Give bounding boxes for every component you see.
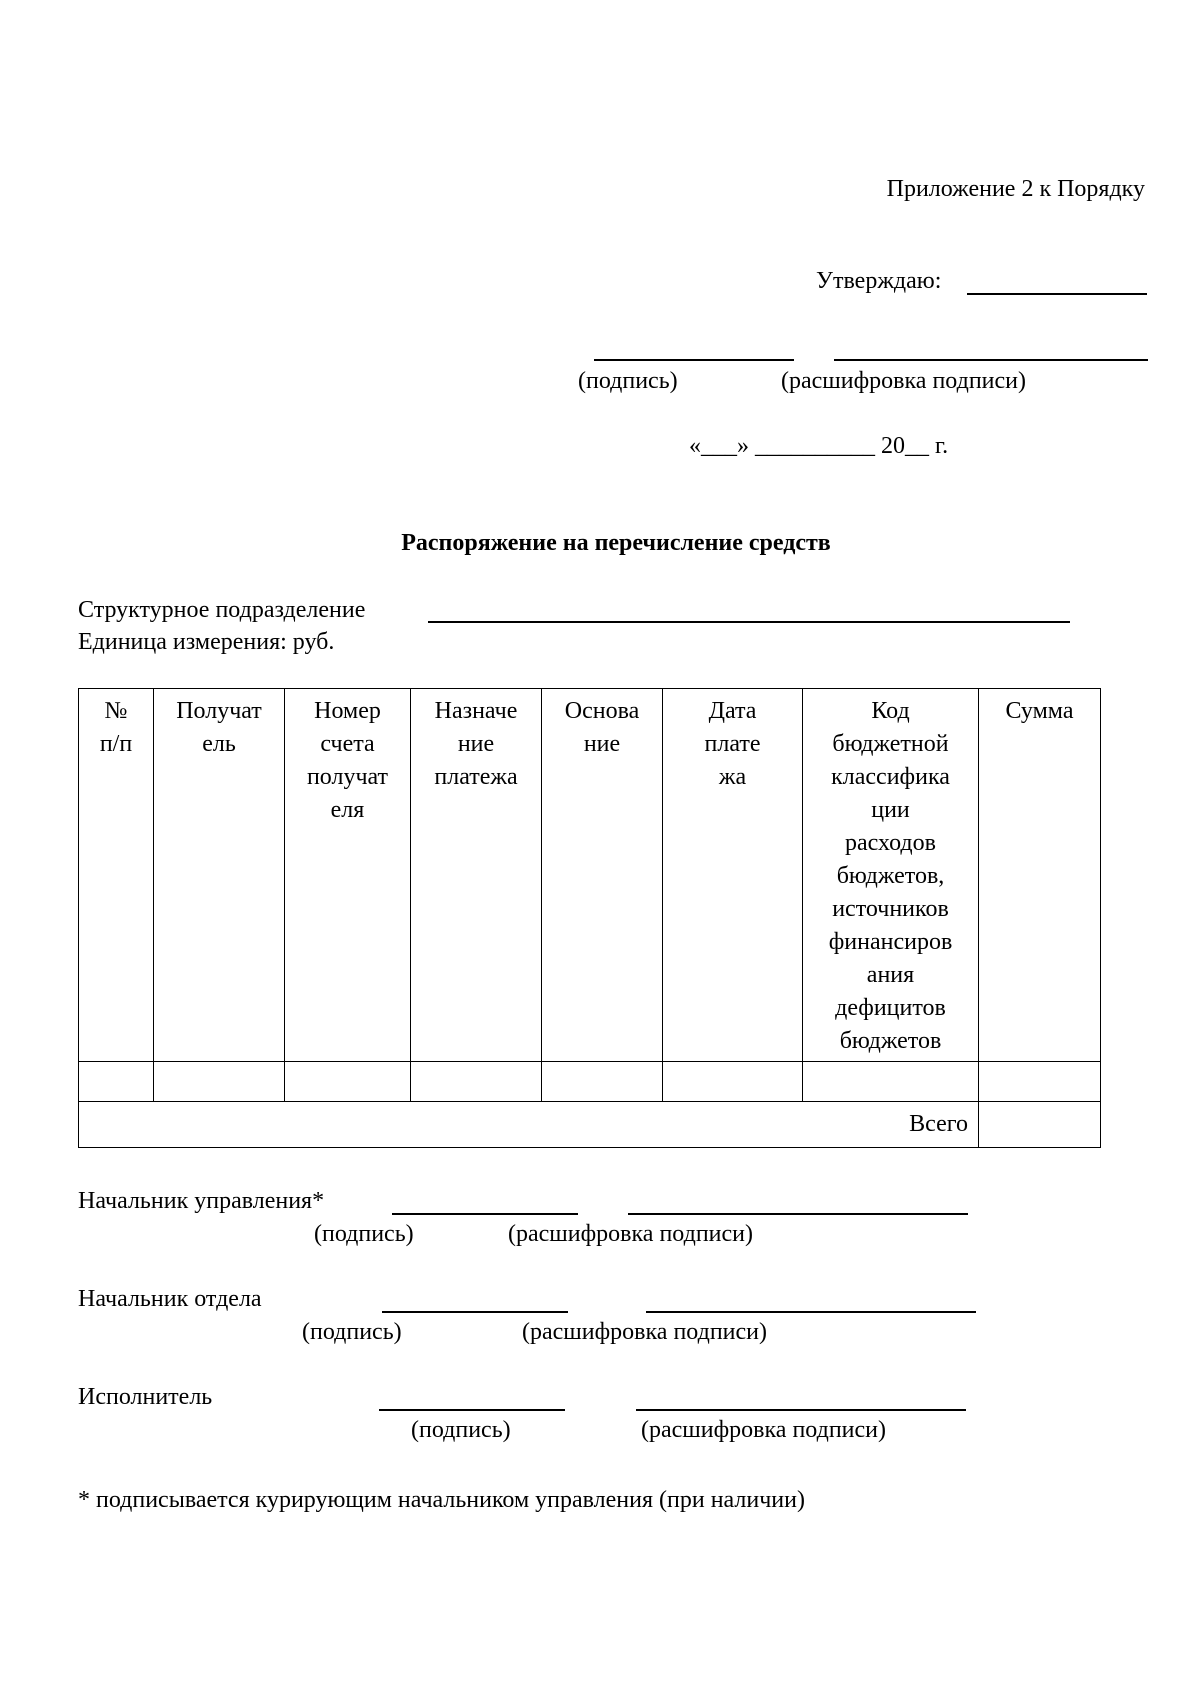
decode-caption: (расшифровка подписи) — [522, 1319, 767, 1345]
division-label: Структурное подразделение — [78, 597, 366, 623]
column-header-date: Дата плате жа — [663, 689, 803, 1062]
column-header-purpose: Назначе ние платежа — [411, 689, 542, 1062]
appendix-label: Приложение 2 к Порядку — [886, 176, 1145, 202]
signature-caption: (подпись) — [302, 1319, 402, 1345]
decode-line — [628, 1213, 968, 1215]
column-header-basis: Основа ние — [542, 689, 663, 1062]
approver-decode-caption: (расшифровка подписи) — [781, 368, 1026, 394]
approver-decode-line — [834, 359, 1148, 361]
signatory-role: Начальник управления* — [78, 1188, 325, 1214]
decode-caption: (расшифровка подписи) — [641, 1417, 886, 1443]
signature-line — [392, 1213, 578, 1215]
column-header-budget-code: Код бюджетной классифика ции расходов бюджетов, источников финансиров ания дефицитов бюджетов — [803, 689, 979, 1062]
approve-label: Утверждаю: — [816, 268, 942, 294]
decode-caption: (расшифровка подписи) — [508, 1221, 753, 1247]
signature-line — [379, 1409, 565, 1411]
approver-signature-caption: (подпись) — [578, 368, 678, 394]
approver-signature-line — [594, 359, 794, 361]
footnote: * подписывается курирующим начальником управления (при наличии) — [78, 1487, 805, 1513]
table-cell[interactable] — [803, 1062, 979, 1102]
total-label: Всего — [79, 1102, 979, 1148]
column-header-amount: Сумма — [979, 689, 1101, 1062]
signatory-role: Начальник отдела — [78, 1286, 262, 1312]
signature-caption: (подпись) — [314, 1221, 414, 1247]
table-cell[interactable] — [285, 1062, 411, 1102]
division-line — [428, 621, 1070, 623]
table-total-row — [79, 1102, 1101, 1148]
unit-label: Единица измерения: руб. — [78, 629, 335, 655]
column-header-recipient: Получат ель — [154, 689, 285, 1062]
table-header-row — [79, 689, 1101, 1062]
signature-caption: (подпись) — [411, 1417, 511, 1443]
payment-table — [78, 688, 1101, 1148]
signatory-role: Исполнитель — [78, 1384, 213, 1410]
table-cell[interactable] — [663, 1062, 803, 1102]
table-cell[interactable] — [79, 1062, 154, 1102]
table-cell[interactable] — [154, 1062, 285, 1102]
table-cell[interactable] — [411, 1062, 542, 1102]
document-title: Распоряжение на перечисление средств — [401, 530, 831, 556]
table-row — [79, 1062, 1101, 1102]
decode-line — [646, 1311, 976, 1313]
signature-line — [382, 1311, 568, 1313]
approval-date: «___» __________ 20__ г. — [689, 433, 949, 459]
column-header-number: № п/п — [79, 689, 154, 1062]
total-amount-cell[interactable] — [979, 1102, 1101, 1148]
approve-line — [967, 293, 1147, 295]
column-header-account: Номер счета получат еля — [285, 689, 411, 1062]
table-cell[interactable] — [542, 1062, 663, 1102]
decode-line — [636, 1409, 966, 1411]
table-cell[interactable] — [979, 1062, 1101, 1102]
